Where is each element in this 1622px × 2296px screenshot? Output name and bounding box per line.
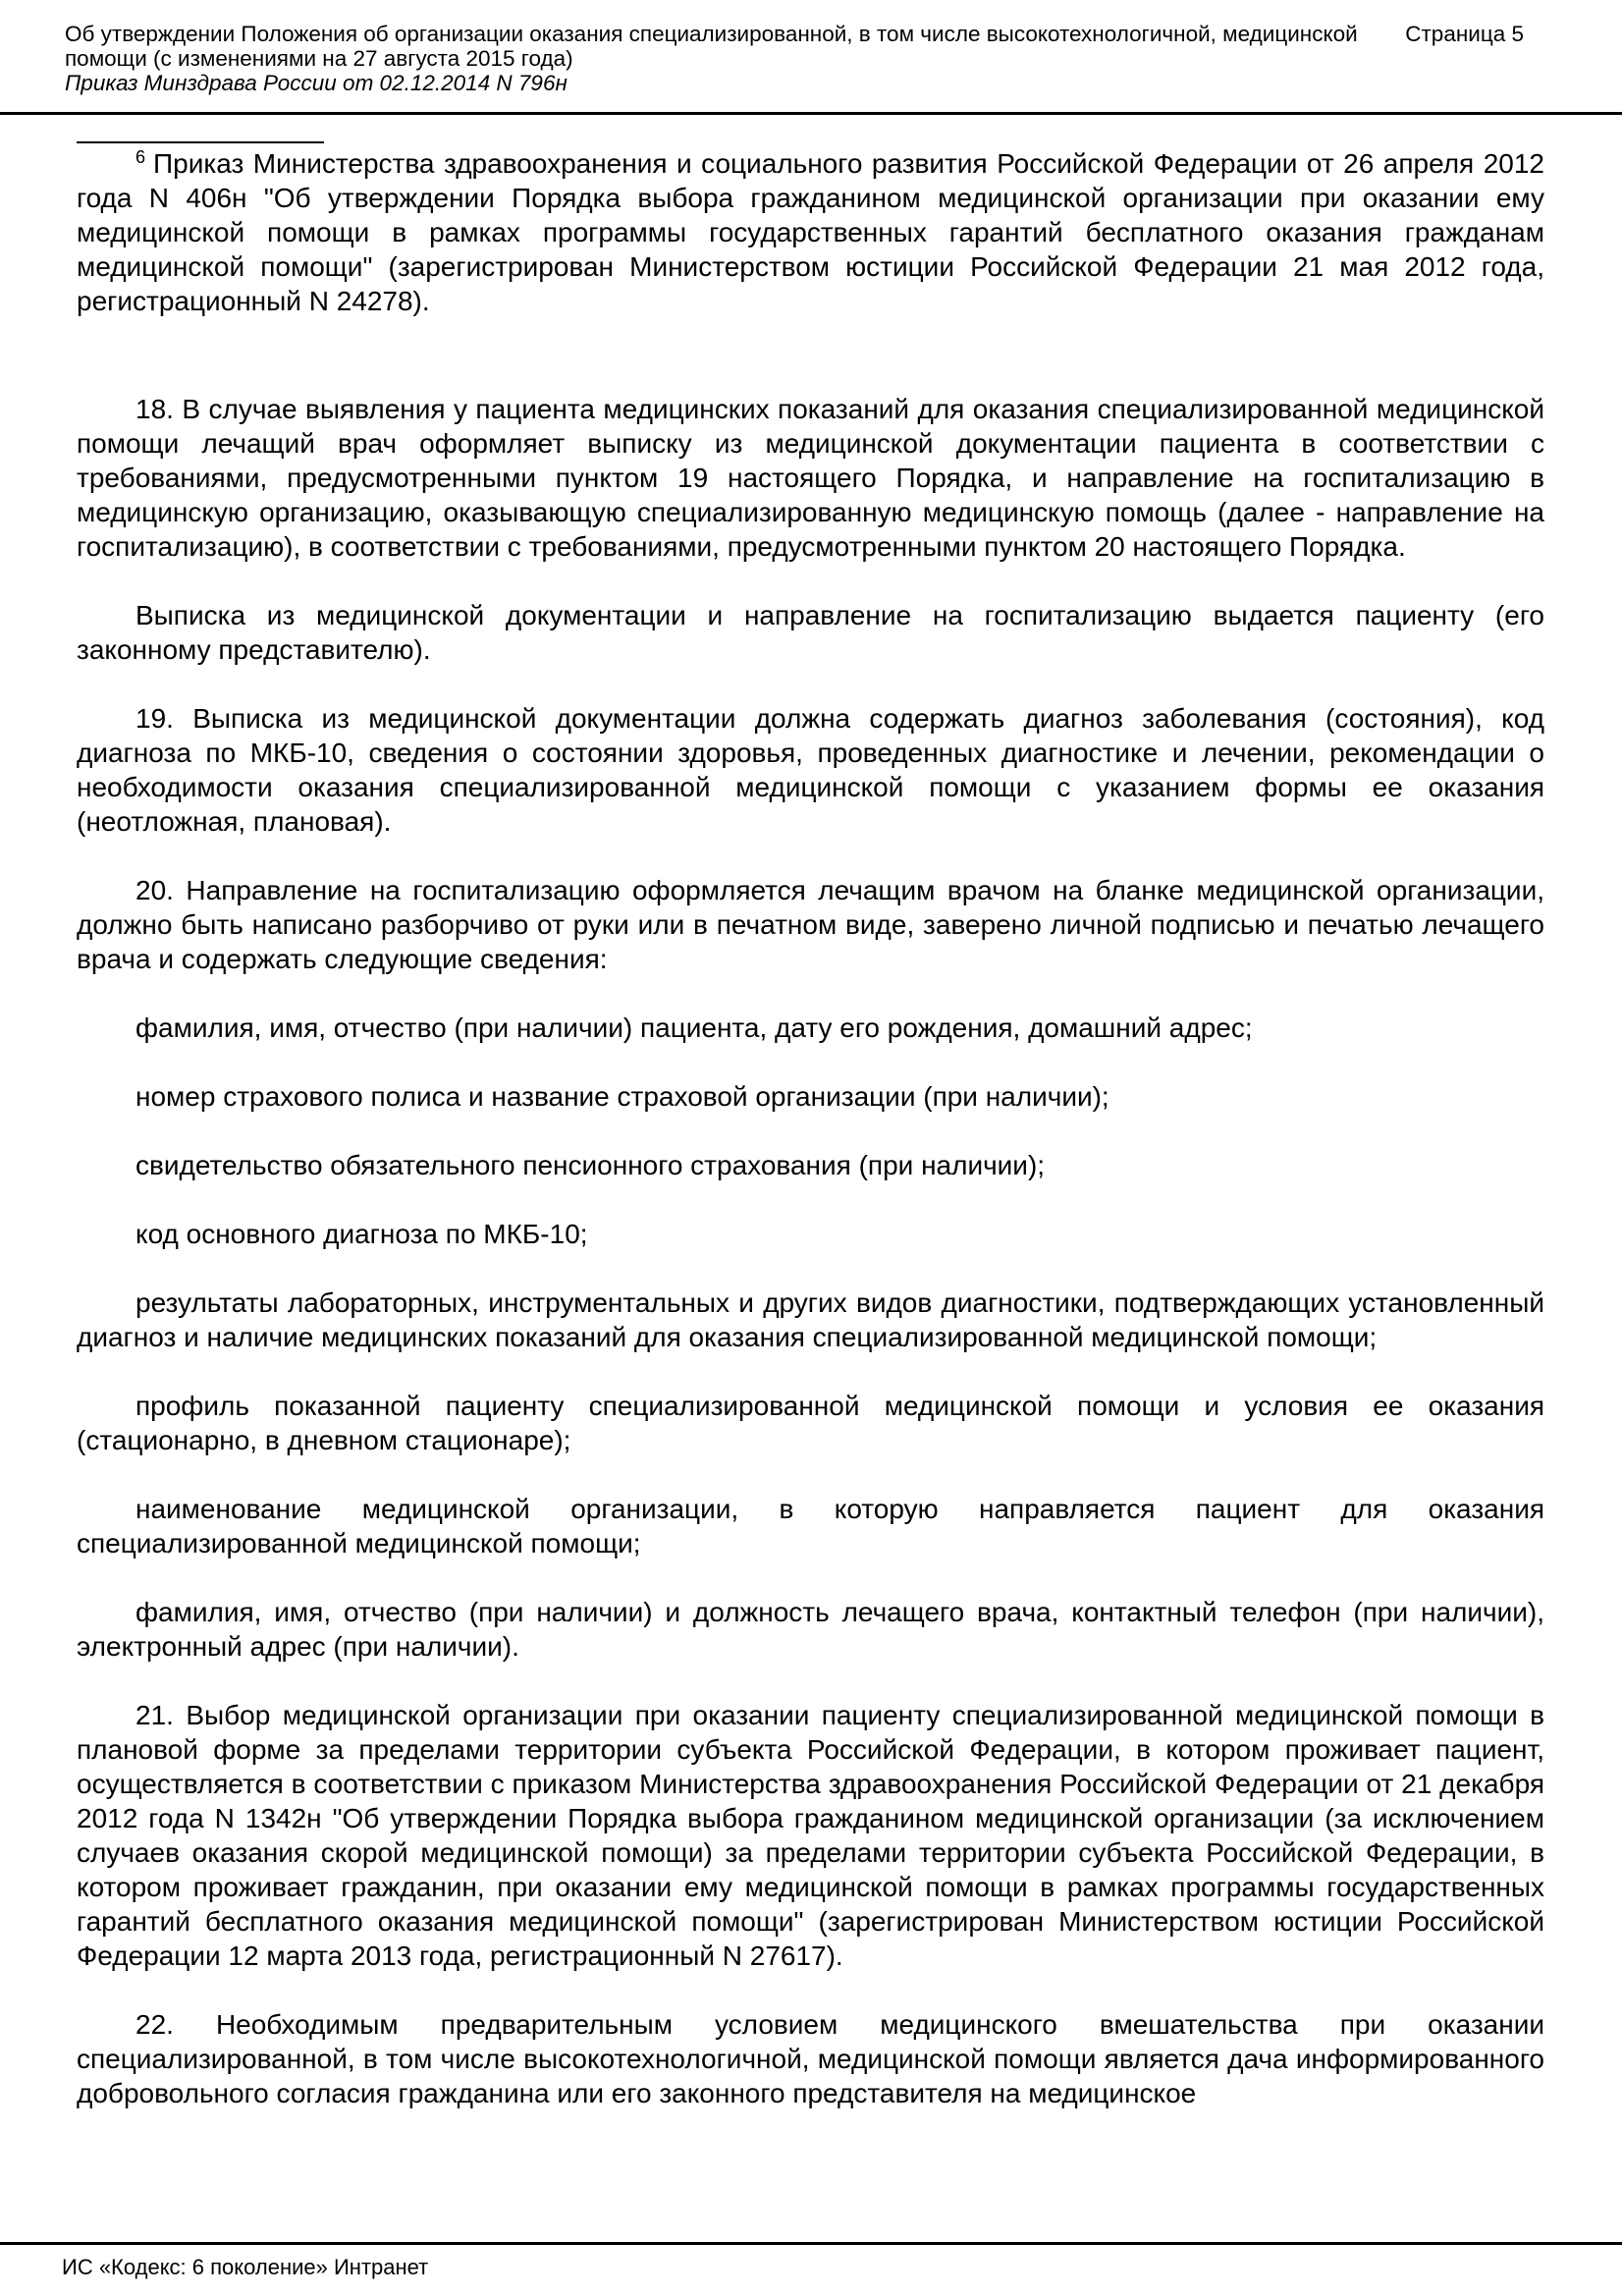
page-header <box>0 0 1622 95</box>
footnote-divider <box>77 141 324 143</box>
paragraph-20-item-3: свидетельство обязательного пенсионного страхования (при наличии); <box>135 1150 1046 1180</box>
footnote-marker: 6 <box>135 146 146 167</box>
paragraph-20-item-2: номер страхового полиса и название страховой организации (при наличии); <box>135 1081 1109 1112</box>
paragraph-21: 21. Выбор медицинской организации при оказании пациенту специализированной медицинской помощи в плановой форме за пределами территории субъекта Российской Федерации, в котором проживает пациент, осуществляется в соответствии с приказом Министерства здравоохранения Российской Федерации от 21 декабря 2012 года N 1342н "Об утверждении Порядка выбора гражданином медицинской организации (за исключением случаев оказания скорой медицинской помощи) за пределами территории субъекта Российской Федерации, в котором проживает гражданин, при оказании ему медицинской помощи в рамках программы государственных гарантий бесплатного оказания медицинской помощи" (зарегистрирован Министерством юстиции Российской Федерации 12 марта 2013 года, регистрационный N 27617). <box>77 1700 1544 1971</box>
paragraph-20-item-4: код основного диагноза по МКБ-10; <box>135 1219 588 1249</box>
paragraph-18: 18. В случае выявления у пациента медицинских показаний для оказания специализированной медицинской помощи лечащий врач оформляет выписку из медицинской документации пациента в соответствии с требованиями, предусмотренными пунктом 19 настоящего Порядка, и направление на госпитализацию в медицинскую организацию, оказывающую специализированную медицинскую помощь (далее - направление на госпитализацию), в соответствии с требованиями, предусмотренными пунктом 20 настоящего Порядка. <box>77 394 1544 562</box>
paragraph-22: 22. Необходимым предварительным условием медицинского вмешательства при оказании специализированной, в том числе высокотехнологичной, медицинской помощи является дача информированного добровольного согласия гражданина или его законного представителя на медицинское <box>77 2009 1544 2108</box>
paragraph-20-item-7: наименование медицинской организации, в которую направляется пациент для оказания специализированной медицинской помощи; <box>77 1494 1544 1558</box>
header-divider <box>0 112 1622 115</box>
paragraph-20-item-5: результаты лабораторных, инструментальных и других видов диагностики, подтверждающих установленный диагноз и наличие медицинских показаний для оказания специализированной медицинской помощи; <box>77 1287 1544 1352</box>
paragraph-20-item-8: фамилия, имя, отчество (при наличии) и должность лечащего врача, контактный телефон (при наличии), электронный адрес (при наличии). <box>77 1597 1544 1662</box>
paragraph-20-item-1: фамилия, имя, отчество (при наличии) пациента, дату его рождения, домашний адрес; <box>135 1012 1253 1043</box>
document-subtitle: Приказ Минздрава России от 02.12.2014 N 796н <box>65 71 568 95</box>
header-title-block <box>65 22 1376 95</box>
document-body <box>0 141 1622 2110</box>
paragraph-20-item-6: профиль показанной пациенту специализированной медицинской помощи и условия ее оказания (стационарно, в дневном стационаре); <box>77 1391 1544 1455</box>
paragraph-19: 19. Выписка из медицинской документации должна содержать диагноз заболевания (состояния), код диагноза по МКБ-10, сведения о состоянии здоровья, проведенных диагностике и лечении, рекомендации о необходимости оказания специализированной медицинской помощи с указанием формы ее оказания (неотложная, плановая). <box>77 703 1544 837</box>
paragraph-18-cont: Выписка из медицинской документации и направление на госпитализацию выдается пациенту (его законному представителю). <box>77 600 1544 665</box>
document-title: Об утверждении Положения об организации оказания специализированной, в том числе высокотехнологичной, медицинской помощи (с изменениями на 27 августа 2015 года) <box>65 22 1358 71</box>
footer-branding: ИС «Кодекс: 6 поколение» Интранет <box>62 2255 429 2279</box>
page-footer <box>0 2242 1622 2296</box>
footnote <box>77 146 1544 318</box>
footnote-text: Приказ Министерства здравоохранения и социального развития Российской Федерации от 26 апреля 2012 года N 406н "Об утверждении Порядка выбора гражданином медицинской организации при оказании ему медицинской помощи в рамках программы государственных гарантий бесплатного оказания гражданам медицинской помощи" (зарегистрирован Министерством юстиции Российской Федерации 21 мая 2012 года, регистрационный N 24278). <box>77 148 1544 316</box>
page-number: Страница 5 <box>1405 22 1524 46</box>
paragraph-20: 20. Направление на госпитализацию оформляется лечащим врачом на бланке медицинской организации, должно быть написано разборчиво от руки или в печатном виде, заверено личной подписью и печатью лечащего врача и содержать следующие сведения: <box>77 875 1544 974</box>
